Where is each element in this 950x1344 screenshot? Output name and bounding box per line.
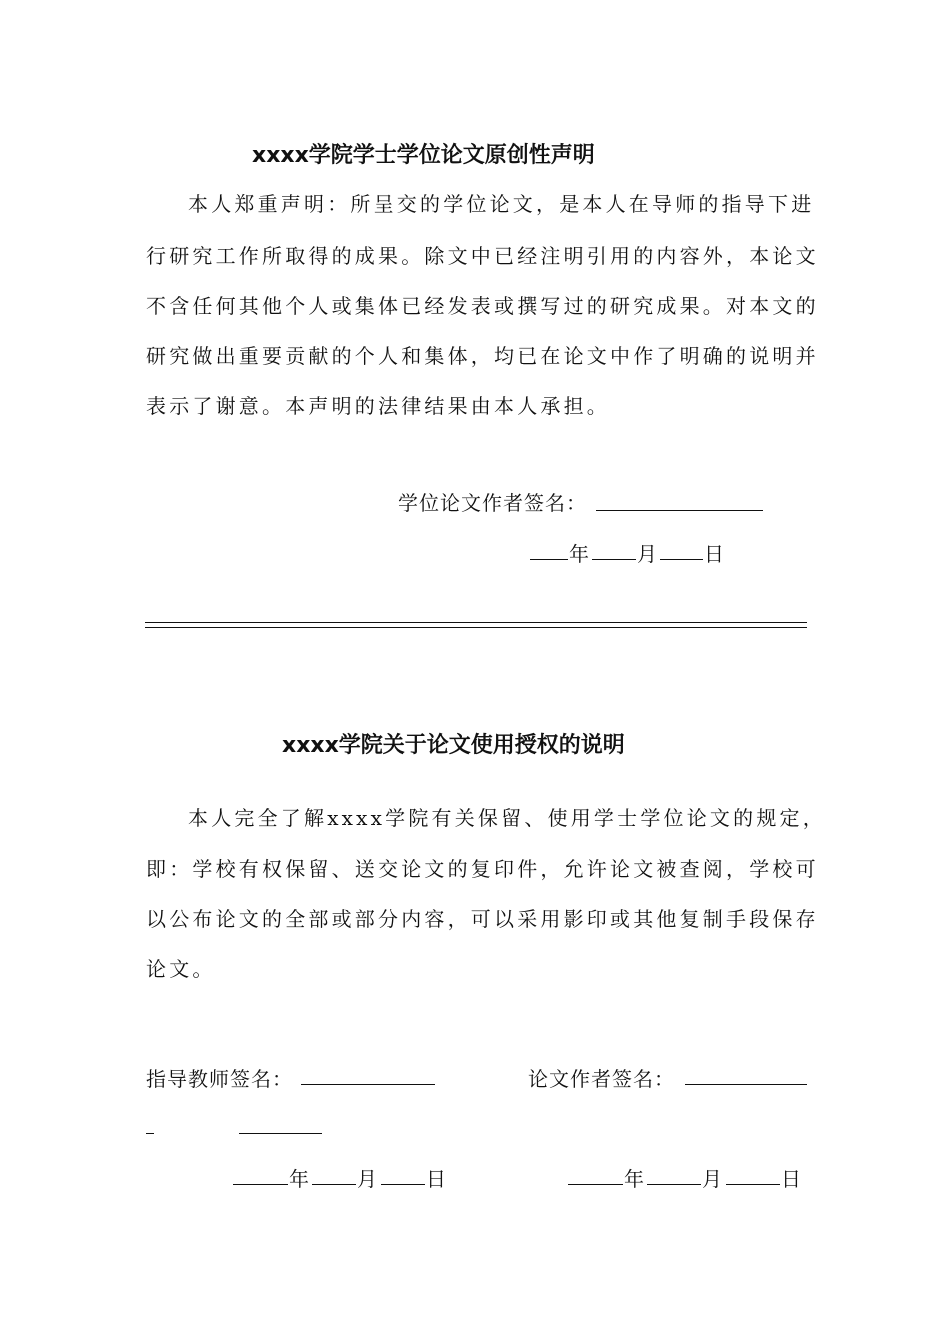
- author-month-label: 月: [702, 1167, 723, 1191]
- advisor-signature-label: 指导教师签名：: [146, 1067, 293, 1091]
- year-blank[interactable]: [530, 559, 568, 560]
- advisor-month-blank[interactable]: [312, 1184, 356, 1185]
- section-divider: [145, 622, 807, 628]
- declaration-line-1: 本人郑重声明：所呈交的学位论文，是本人在导师的指导下进: [188, 192, 815, 216]
- thesis-author-signature-label: 论文作者签名：: [528, 1067, 675, 1091]
- declaration-line-2: 行研究工作所取得的成果。除文中已经注明引用的内容外，本论文: [146, 244, 819, 268]
- advisor-day-blank[interactable]: [381, 1184, 425, 1185]
- authorization-line-3: 以公布论文的全部或部分内容，可以采用影印或其他复制手段保存: [146, 907, 819, 931]
- advisor-year-label: 年: [289, 1167, 310, 1191]
- declaration-title: xxxx学院学士学位论文原创性声明: [252, 143, 595, 168]
- authorization-title: xxxx学院关于论文使用授权的说明: [282, 733, 625, 758]
- signature-line-wrap-fragment: [146, 1133, 154, 1134]
- advisor-day-label: 日: [426, 1167, 447, 1191]
- authorization-line-1: 本人完全了解xxxx学院有关保留、使用学士学位论文的规定，: [188, 806, 826, 830]
- month-blank[interactable]: [592, 559, 636, 560]
- year-label: 年: [569, 542, 590, 566]
- author-day-blank[interactable]: [726, 1184, 780, 1185]
- day-label: 日: [704, 542, 725, 566]
- author-year-blank[interactable]: [568, 1184, 623, 1185]
- declaration-line-4: 研究做出重要贡献的个人和集体，均已在论文中作了明确的说明并: [146, 344, 819, 368]
- declaration-line-3: 不含任何其他个人或集体已经发表或撰写过的研究成果。对本文的: [146, 294, 819, 318]
- month-label: 月: [637, 542, 658, 566]
- author-signature-line[interactable]: [596, 510, 763, 511]
- authorization-line-4: 论文。: [146, 957, 216, 981]
- declaration-line-5: 表示了谢意。本声明的法律结果由本人承担。: [146, 394, 610, 418]
- author-year-label: 年: [624, 1167, 645, 1191]
- advisor-year-blank[interactable]: [233, 1184, 288, 1185]
- authorization-line-2: 即：学校有权保留、送交论文的复印件，允许论文被查阅，学校可: [146, 857, 819, 881]
- signature-line-continuation[interactable]: [239, 1133, 322, 1134]
- author-month-blank[interactable]: [647, 1184, 701, 1185]
- author-day-label: 日: [781, 1167, 802, 1191]
- author-signature-label: 学位论文作者签名：: [398, 491, 587, 515]
- advisor-signature-line[interactable]: [301, 1084, 435, 1085]
- thesis-author-signature-line[interactable]: [685, 1084, 807, 1085]
- day-blank[interactable]: [660, 559, 703, 560]
- advisor-month-label: 月: [357, 1167, 378, 1191]
